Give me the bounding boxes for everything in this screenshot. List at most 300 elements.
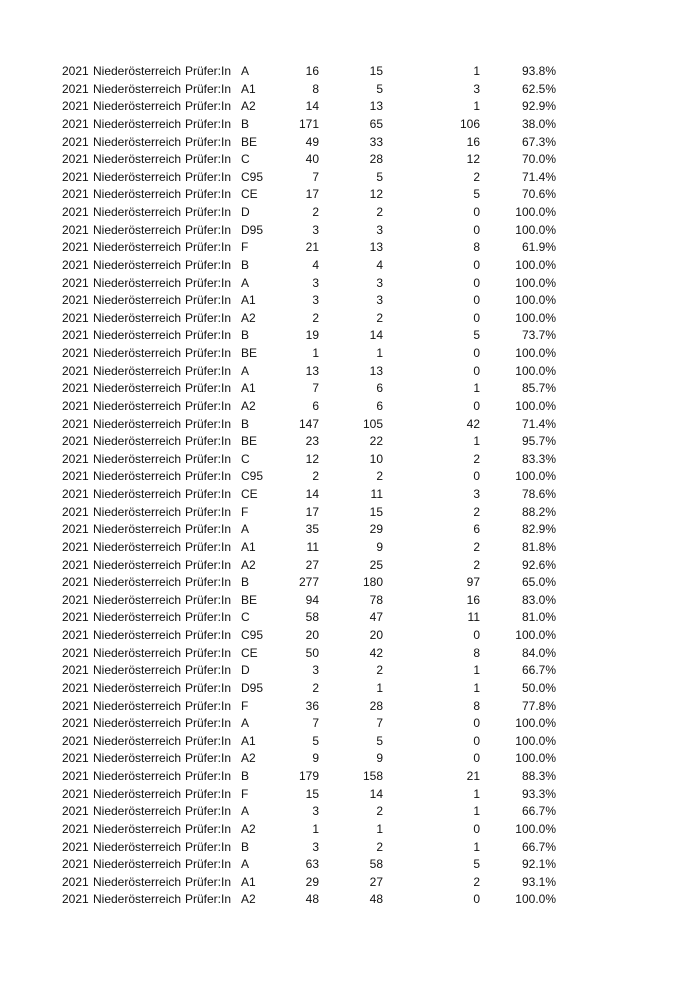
cell-year: 2021 (62, 804, 89, 819)
cell-year: 2021 (62, 451, 89, 466)
cell-licence-class: D (241, 205, 250, 219)
cell-failed: 16 (466, 134, 480, 149)
cell-licence-class: B (241, 575, 250, 590)
table-row (62, 698, 556, 716)
cell-region: Niederösterreich (93, 169, 182, 184)
cell-year: 2021 (62, 733, 89, 748)
cell-passed: 3 (376, 275, 383, 290)
cell-year: 2021 (62, 504, 89, 519)
cell-total: 3 (312, 293, 319, 308)
cell-passed: 28 (369, 152, 383, 167)
cell-failed: 1 (473, 804, 480, 819)
table-row (62, 416, 556, 434)
cell-year: 2021 (62, 821, 89, 836)
cell-total: 36 (305, 698, 319, 713)
cell-failed: 0 (473, 363, 480, 378)
cell-passed: 1 (376, 680, 383, 695)
cell-year: 2021 (62, 64, 89, 78)
cell-role: Prüfer:In (185, 821, 232, 836)
cell-failed: 1 (473, 680, 480, 695)
cell-total: 2 (312, 469, 319, 484)
table-row (62, 151, 556, 169)
cell-year: 2021 (62, 786, 89, 801)
cell-role: Prüfer:In (185, 64, 232, 78)
cell-passed: 2 (376, 205, 383, 219)
cell-year: 2021 (62, 628, 89, 642)
cell-total: 8 (312, 81, 319, 96)
table-row (62, 733, 556, 751)
cell-failed: 12 (466, 152, 480, 167)
cell-passed: 15 (369, 64, 383, 78)
cell-total: 2 (312, 680, 319, 695)
cell-region: Niederösterreich (93, 381, 182, 396)
cell-failed: 1 (473, 434, 480, 449)
cell-licence-class: D (241, 663, 250, 678)
cell-licence-class: A2 (241, 751, 256, 766)
cell-pass-rate: 100.0% (515, 628, 556, 642)
table-row (62, 169, 556, 187)
table-row (62, 627, 556, 645)
cell-pass-rate: 100.0% (515, 733, 556, 748)
cell-pass-rate: 100.0% (515, 205, 556, 219)
table-row (62, 521, 556, 539)
cell-region: Niederösterreich (93, 434, 182, 449)
cell-pass-rate: 83.3% (521, 451, 556, 466)
cell-total: 23 (305, 434, 319, 449)
cell-year: 2021 (62, 205, 89, 219)
cell-failed: 0 (473, 821, 480, 836)
cell-failed: 0 (473, 469, 480, 484)
cell-total: 5 (312, 733, 319, 748)
cell-failed: 3 (473, 487, 480, 501)
cell-passed: 22 (369, 434, 383, 449)
cell-licence-class: BE (241, 592, 258, 607)
cell-licence-class: C95 (241, 169, 264, 184)
cell-region: Niederösterreich (93, 716, 182, 731)
cell-region: Niederösterreich (93, 81, 182, 96)
cell-role: Prüfer:In (185, 892, 232, 907)
cell-region: Niederösterreich (93, 469, 182, 484)
cell-year: 2021 (62, 839, 89, 854)
cell-total: 2 (312, 310, 319, 325)
cell-region: Niederösterreich (93, 821, 182, 836)
cell-licence-class: CE (241, 645, 258, 660)
cell-pass-rate: 66.7% (521, 839, 556, 854)
table-row (62, 468, 556, 486)
cell-role: Prüfer:In (185, 434, 232, 449)
cell-passed: 2 (376, 310, 383, 325)
cell-total: 1 (312, 821, 319, 836)
cell-failed: 21 (466, 769, 480, 783)
cell-role: Prüfer:In (185, 222, 232, 237)
cell-licence-class: A2 (241, 99, 256, 114)
cell-role: Prüfer:In (185, 240, 232, 255)
cell-role: Prüfer:In (185, 522, 232, 537)
cell-region: Niederösterreich (93, 134, 182, 149)
cell-year: 2021 (62, 240, 89, 255)
cell-total: 19 (305, 328, 319, 343)
cell-failed: 16 (466, 592, 480, 607)
cell-pass-rate: 92.1% (521, 857, 556, 872)
cell-licence-class: A2 (241, 892, 256, 907)
cell-role: Prüfer:In (185, 592, 232, 607)
cell-passed: 12 (369, 187, 383, 202)
table-row (62, 592, 556, 610)
cell-total: 17 (305, 187, 319, 202)
cell-pass-rate: 82.9% (521, 522, 556, 537)
cell-passed: 33 (369, 134, 383, 149)
cell-total: 7 (312, 169, 319, 184)
cell-pass-rate: 93.8% (521, 64, 556, 78)
cell-total: 58 (305, 610, 319, 625)
cell-region: Niederösterreich (93, 751, 182, 766)
cell-licence-class: C (241, 451, 250, 466)
cell-total: 29 (305, 874, 319, 889)
cell-pass-rate: 83.0% (521, 592, 556, 607)
cell-role: Prüfer:In (185, 275, 232, 290)
table-row (62, 63, 556, 81)
cell-passed: 180 (362, 575, 383, 590)
cell-role: Prüfer:In (185, 645, 232, 660)
cell-pass-rate: 78.6% (521, 487, 556, 501)
cell-failed: 97 (466, 575, 480, 590)
cell-total: 7 (312, 381, 319, 396)
cell-role: Prüfer:In (185, 786, 232, 801)
cell-licence-class: A (241, 363, 250, 378)
cell-failed: 2 (473, 169, 480, 184)
cell-failed: 2 (473, 451, 480, 466)
cell-year: 2021 (62, 892, 89, 907)
cell-passed: 48 (369, 892, 383, 907)
cell-failed: 0 (473, 628, 480, 642)
cell-region: Niederösterreich (93, 363, 182, 378)
cell-region: Niederösterreich (93, 733, 182, 748)
cell-year: 2021 (62, 257, 89, 272)
cell-role: Prüfer:In (185, 257, 232, 272)
cell-region: Niederösterreich (93, 64, 182, 78)
table-row (62, 345, 556, 363)
cell-licence-class: A1 (241, 81, 256, 96)
cell-role: Prüfer:In (185, 575, 232, 590)
cell-passed: 13 (369, 240, 383, 255)
cell-region: Niederösterreich (93, 398, 182, 413)
cell-pass-rate: 100.0% (515, 275, 556, 290)
cell-role: Prüfer:In (185, 310, 232, 325)
cell-total: 4 (312, 257, 319, 272)
cell-year: 2021 (62, 769, 89, 783)
cell-pass-rate: 100.0% (515, 716, 556, 731)
cell-role: Prüfer:In (185, 81, 232, 96)
cell-role: Prüfer:In (185, 398, 232, 413)
cell-year: 2021 (62, 645, 89, 660)
cell-passed: 14 (369, 328, 383, 343)
cell-role: Prüfer:In (185, 857, 232, 872)
cell-year: 2021 (62, 434, 89, 449)
cell-passed: 5 (376, 81, 383, 96)
cell-year: 2021 (62, 275, 89, 290)
cell-role: Prüfer:In (185, 116, 232, 131)
cell-pass-rate: 100.0% (515, 257, 556, 272)
cell-pass-rate: 81.0% (521, 610, 556, 625)
cell-role: Prüfer:In (185, 152, 232, 167)
cell-pass-rate: 92.9% (521, 99, 556, 114)
cell-licence-class: A1 (241, 539, 256, 554)
cell-failed: 2 (473, 504, 480, 519)
cell-region: Niederösterreich (93, 539, 182, 554)
cell-region: Niederösterreich (93, 663, 182, 678)
cell-licence-class: CE (241, 487, 258, 501)
cell-total: 27 (305, 557, 319, 572)
cell-year: 2021 (62, 222, 89, 237)
cell-role: Prüfer:In (185, 469, 232, 484)
cell-failed: 0 (473, 257, 480, 272)
cell-role: Prüfer:In (185, 610, 232, 625)
cell-passed: 14 (369, 786, 383, 801)
cell-year: 2021 (62, 680, 89, 695)
cell-role: Prüfer:In (185, 205, 232, 219)
cell-failed: 11 (467, 610, 480, 625)
table-row (62, 257, 556, 275)
cell-passed: 3 (376, 293, 383, 308)
cell-pass-rate: 88.3% (521, 769, 556, 783)
table-row (62, 786, 556, 804)
cell-role: Prüfer:In (185, 416, 232, 431)
cell-pass-rate: 100.0% (515, 222, 556, 237)
cell-region: Niederösterreich (93, 504, 182, 519)
cell-region: Niederösterreich (93, 99, 182, 114)
cell-region: Niederösterreich (93, 222, 182, 237)
cell-region: Niederösterreich (93, 205, 182, 219)
cell-region: Niederösterreich (93, 698, 182, 713)
cell-passed: 6 (376, 381, 383, 396)
table-row (62, 803, 556, 821)
table-body (62, 63, 556, 909)
cell-pass-rate: 70.0% (521, 152, 556, 167)
cell-licence-class: D95 (241, 222, 264, 237)
cell-licence-class: F (241, 240, 249, 255)
cell-failed: 8 (473, 698, 480, 713)
cell-total: 17 (305, 504, 319, 519)
table-row (62, 768, 556, 786)
table-row (62, 557, 556, 575)
cell-role: Prüfer:In (185, 557, 232, 572)
cell-failed: 1 (473, 663, 480, 678)
cell-year: 2021 (62, 416, 89, 431)
cell-failed: 0 (473, 293, 480, 308)
cell-failed: 42 (466, 416, 480, 431)
cell-passed: 29 (369, 522, 383, 537)
cell-year: 2021 (62, 293, 89, 308)
cell-licence-class: A1 (241, 381, 256, 396)
cell-region: Niederösterreich (93, 575, 182, 590)
cell-year: 2021 (62, 152, 89, 167)
cell-licence-class: A2 (241, 821, 256, 836)
cell-total: 63 (305, 857, 319, 872)
cell-licence-class: A1 (241, 874, 256, 889)
cell-total: 15 (305, 786, 319, 801)
cell-pass-rate: 92.6% (521, 557, 556, 572)
cell-passed: 2 (376, 469, 383, 484)
cell-role: Prüfer:In (185, 169, 232, 184)
cell-pass-rate: 77.8% (521, 698, 556, 713)
cell-failed: 1 (473, 839, 480, 854)
cell-failed: 0 (473, 751, 480, 766)
cell-passed: 7 (376, 716, 383, 731)
cell-total: 6 (312, 398, 319, 413)
cell-role: Prüfer:In (185, 874, 232, 889)
cell-total: 1 (312, 346, 319, 360)
cell-failed: 5 (473, 328, 480, 343)
cell-role: Prüfer:In (185, 539, 232, 554)
cell-licence-class: B (241, 116, 250, 131)
cell-year: 2021 (62, 698, 89, 713)
cell-region: Niederösterreich (93, 293, 182, 308)
cell-passed: 13 (369, 363, 383, 378)
cell-region: Niederösterreich (93, 610, 182, 625)
cell-passed: 9 (376, 539, 383, 554)
cell-failed: 0 (473, 892, 480, 907)
cell-total: 94 (305, 592, 319, 607)
cell-total: 13 (305, 363, 319, 378)
cell-total: 9 (312, 751, 319, 766)
cell-role: Prüfer:In (185, 346, 232, 360)
cell-passed: 1 (376, 346, 383, 360)
cell-pass-rate: 100.0% (515, 346, 556, 360)
cell-licence-class: F (241, 786, 249, 801)
cell-passed: 78 (369, 592, 383, 607)
cell-pass-rate: 66.7% (521, 663, 556, 678)
cell-year: 2021 (62, 99, 89, 114)
cell-role: Prüfer:In (185, 769, 232, 783)
table-row (62, 433, 556, 451)
cell-total: 3 (312, 839, 319, 854)
table-row (62, 98, 556, 116)
cell-licence-class: A (241, 64, 250, 78)
cell-licence-class: A2 (241, 557, 256, 572)
cell-role: Prüfer:In (185, 804, 232, 819)
cell-role: Prüfer:In (185, 487, 232, 501)
cell-region: Niederösterreich (93, 857, 182, 872)
cell-year: 2021 (62, 522, 89, 537)
cell-licence-class: A2 (241, 310, 256, 325)
cell-total: 2 (312, 205, 319, 219)
cell-licence-class: BE (241, 346, 258, 360)
cell-licence-class: A (241, 275, 250, 290)
cell-total: 179 (298, 769, 319, 783)
cell-pass-rate: 100.0% (515, 363, 556, 378)
cell-failed: 0 (473, 275, 480, 290)
cell-region: Niederösterreich (93, 310, 182, 325)
cell-failed: 1 (473, 64, 480, 78)
cell-licence-class: B (241, 416, 250, 431)
data-table (62, 63, 556, 909)
cell-failed: 2 (473, 557, 480, 572)
cell-role: Prüfer:In (185, 187, 232, 202)
cell-passed: 5 (376, 169, 383, 184)
table-row (62, 574, 556, 592)
cell-licence-class: A (241, 804, 250, 819)
cell-licence-class: B (241, 328, 250, 343)
cell-role: Prüfer:In (185, 328, 232, 343)
cell-pass-rate: 71.4% (521, 169, 556, 184)
cell-failed: 1 (473, 786, 480, 801)
table-row (62, 134, 556, 152)
cell-licence-class: C (241, 610, 250, 625)
table-row (62, 821, 556, 839)
cell-failed: 3 (473, 81, 480, 96)
cell-year: 2021 (62, 81, 89, 96)
table-row (62, 715, 556, 733)
cell-failed: 0 (473, 346, 480, 360)
table-row (62, 874, 556, 892)
cell-failed: 0 (473, 716, 480, 731)
cell-role: Prüfer:In (185, 663, 232, 678)
cell-role: Prüfer:In (185, 733, 232, 748)
cell-year: 2021 (62, 116, 89, 131)
cell-year: 2021 (62, 134, 89, 149)
cell-region: Niederösterreich (93, 240, 182, 255)
cell-role: Prüfer:In (185, 293, 232, 308)
cell-pass-rate: 93.3% (521, 786, 556, 801)
cell-failed: 106 (459, 116, 480, 131)
cell-year: 2021 (62, 716, 89, 731)
cell-region: Niederösterreich (93, 769, 182, 783)
table-row (62, 292, 556, 310)
table-row (62, 398, 556, 416)
cell-year: 2021 (62, 857, 89, 872)
cell-region: Niederösterreich (93, 187, 182, 202)
cell-licence-class: A (241, 716, 250, 731)
cell-pass-rate: 84.0% (521, 645, 556, 660)
cell-total: 3 (312, 222, 319, 237)
cell-passed: 3 (376, 222, 383, 237)
cell-pass-rate: 85.7% (521, 381, 556, 396)
table-row (62, 662, 556, 680)
table-row (62, 275, 556, 293)
cell-year: 2021 (62, 487, 89, 501)
table-row (62, 504, 556, 522)
cell-year: 2021 (62, 398, 89, 413)
cell-year: 2021 (62, 592, 89, 607)
cell-region: Niederösterreich (93, 839, 182, 854)
cell-licence-class: A2 (241, 398, 256, 413)
cell-licence-class: BE (241, 134, 258, 149)
cell-region: Niederösterreich (93, 116, 182, 131)
table-row (62, 327, 556, 345)
cell-region: Niederösterreich (93, 451, 182, 466)
cell-total: 3 (312, 804, 319, 819)
cell-licence-class: F (241, 504, 249, 519)
cell-failed: 8 (473, 645, 480, 660)
cell-licence-class: B (241, 769, 250, 783)
cell-passed: 47 (369, 610, 383, 625)
table-row (62, 186, 556, 204)
cell-pass-rate: 100.0% (515, 398, 556, 413)
cell-pass-rate: 100.0% (515, 293, 556, 308)
cell-passed: 20 (369, 628, 383, 642)
cell-pass-rate: 38.0% (521, 116, 556, 131)
cell-failed: 2 (473, 874, 480, 889)
cell-total: 3 (312, 275, 319, 290)
cell-pass-rate: 66.7% (521, 804, 556, 819)
cell-total: 7 (312, 716, 319, 731)
table-row (62, 680, 556, 698)
table-row (62, 363, 556, 381)
cell-year: 2021 (62, 575, 89, 590)
cell-passed: 9 (376, 751, 383, 766)
cell-region: Niederösterreich (93, 275, 182, 290)
cell-pass-rate: 50.0% (521, 680, 556, 695)
